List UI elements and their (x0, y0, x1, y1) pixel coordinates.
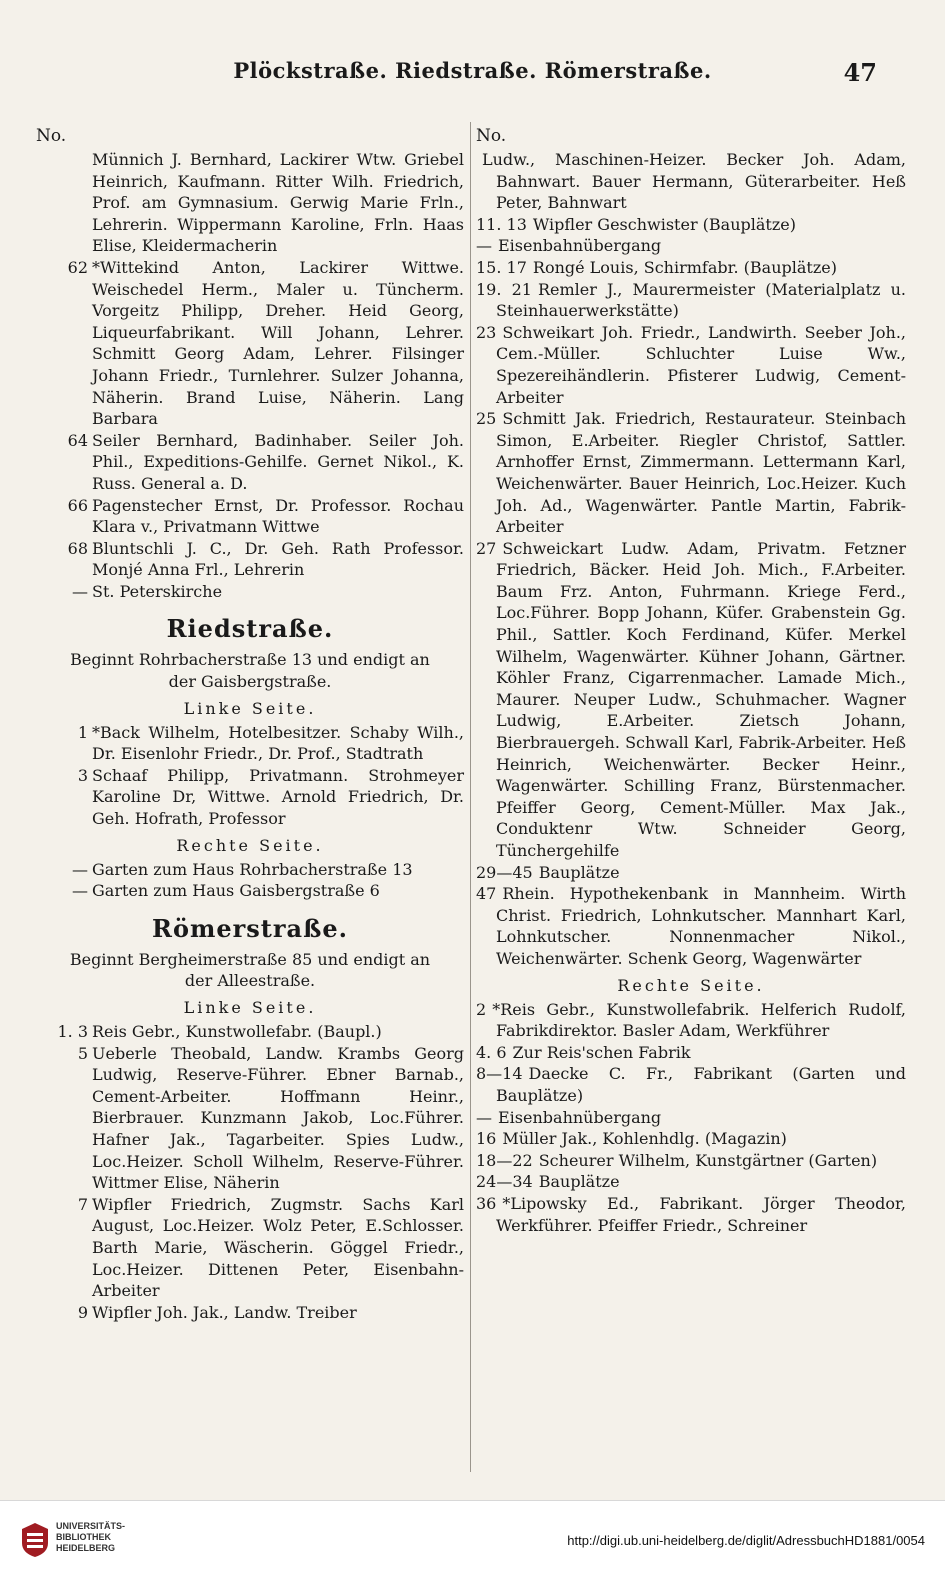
house-number: 5 (77, 1043, 88, 1063)
residents-text: Schweikart Joh. Friedr., Landwirth. Seeber Joh., Cem.-Müller. Schluchter Luise Ww., Spezereihändlerin. Pfisterer Ludwig, Cement-Arbeiter (496, 322, 906, 407)
residents-text: *Lipowsky Ed., Fabrikant. Jörger Theodor, Werkführer. Pfeiffer Friedr., Schreiner (496, 1193, 906, 1235)
address-entry (476, 322, 906, 408)
address-entry (476, 1193, 906, 1236)
right-column (476, 125, 906, 1236)
address-entry (476, 1171, 906, 1193)
roemer-left-side-heading: Linke Seite. (183, 998, 317, 1017)
house-number: 27 (476, 538, 497, 558)
roemer-right-side-heading: Rechte Seite. (617, 975, 765, 995)
residents-text: Eisenbahnübergang (498, 236, 662, 256)
header-title: Plöckstraße. Riedstraße. Römerstraße. (233, 58, 712, 83)
house-number: 47 (476, 884, 497, 904)
address-entry (476, 883, 906, 969)
residents-text: Garten zum Haus Gaisbergstraße 6 (92, 881, 380, 901)
address-entry (476, 1128, 906, 1150)
house-number: 25 (476, 409, 497, 429)
house-number: 29—45 (476, 862, 533, 882)
library-name: UNIVERSITÄTS- BIBLIOTHEK HEIDELBERG (56, 1521, 126, 1553)
column-head-no-right: No. (476, 126, 507, 146)
house-number: 24—34 (476, 1172, 533, 1192)
roemer-description: Beginnt Bergheimerstraße 85 und endigt an der Alleestraße. (69, 949, 431, 991)
address-entry (476, 862, 906, 884)
house-number: — (476, 236, 492, 256)
house-number: 18—22 (476, 1150, 533, 1170)
residents-text: Scheurer Wilhelm, Kunstgärtner (Garten) (538, 1150, 878, 1170)
address-entry (36, 581, 464, 603)
house-number: 16 (476, 1129, 497, 1149)
address-entry (36, 495, 464, 538)
address-entry (476, 999, 906, 1042)
address-entry (36, 538, 464, 581)
residents-text: Schaaf Philipp, Privatmann. Strohmeyer Karoline Dr, Wittwe. Arnold Friedrich, Dr. Geh. Hofrath, Professor (92, 765, 464, 829)
residents-text: Ludw., Maschinen-Heizer. Becker Joh. Adam, Bahnwart. Bauer Hermann, Güterarbeiter. Heß Peter, Bahnwart (482, 150, 906, 213)
house-number: 8—14 (476, 1064, 523, 1084)
address-entry (476, 257, 906, 279)
residents-text: *Back Wilhelm, Hotelbesitzer. Schaby Wilh., Dr. Eisenlohr Friedr., Dr. Prof., Stadtrath (92, 722, 464, 764)
house-number: — (72, 581, 88, 601)
address-entry (476, 279, 906, 322)
column-divider (470, 122, 471, 1472)
house-number: 19. 21 (476, 279, 532, 299)
residents-text: Müller Jak., Kohlenhdlg. (Magazin) (502, 1129, 787, 1149)
house-number: — (72, 859, 88, 879)
residents-text: Rongé Louis, Schirmfabr. (Bauplätze) (532, 257, 837, 277)
house-number: 1 (77, 722, 88, 742)
page-number: 47 (843, 58, 877, 87)
house-number: 1. 3 (57, 1022, 88, 1041)
address-entry (36, 257, 464, 430)
address-entry (476, 538, 906, 862)
residents-text: Eisenbahnübergang (498, 1107, 662, 1127)
address-entry (36, 1043, 464, 1194)
house-number: 7 (77, 1194, 88, 1214)
house-number: 2 (476, 999, 487, 1019)
left-column (36, 125, 464, 1323)
plock-entries (36, 149, 464, 602)
house-number: 15. 17 (476, 257, 527, 277)
house-number: 36 (476, 1193, 497, 1213)
house-number: — (72, 881, 88, 901)
permalink-url[interactable]: http://digi.ub.uni-heidelberg.de/diglit/AdressbuchHD1881/0054 (567, 1533, 925, 1548)
residents-text: Rhein. Hypothekenbank in Mannheim. Wirth Christ. Friedrich, Lohnkutscher. Mannhart Karl, Lohnkutscher. Nonnenmacher Nikol., Weichenwärter. Schenk Georg, Wagenwärter (496, 884, 906, 968)
house-number: 4. 6 (476, 1042, 507, 1062)
house-number: 9 (77, 1302, 88, 1322)
address-entry (36, 859, 464, 881)
house-number: 64 (67, 430, 88, 450)
house-number: 11. 13 (476, 214, 527, 234)
footer-bar (0, 1500, 945, 1581)
residents-text: Wipfler Geschwister (Bauplätze) (532, 214, 796, 234)
ried-description: Beginnt Rohrbacherstraße 13 und endigt an der Gaisbergstraße. (70, 650, 430, 692)
residents-text: Schweickart Ludw. Adam, Privatm. Fetzner Friedrich, Bäcker. Heid Joh. Mich., F.Arbeiter. Baum Frz. Anton, Fuhrmann. Kriege Ferd., Loc.Führer. Bopp Johann, Küfer. Grabenstein Gg. Phil., Sattler. Koch Ferdinand, Küfer. Merkel Wilhelm, Wagenwärter. Kühner Johann, Gärtner. Köhler Franz, Cigarrenmacher. Lamade Mich., Maurer. Neuper Ludw., Schuhmacher. Wagner Ludwig, E.Arbeiter. Zietsch Johann, Bierbrauergeh. Schwall Karl, Fabrik-Arbeiter. Heß Heinrich, Weichenwärter. Becker Heinr., Wagenwärter. Schilling Franz, Bürstenmacher. Pfeiffer Georg, Cement-Müller. Max Jak., Conduktenr Wtw. Schneider Georg, Tünchergehilfe (496, 538, 906, 860)
residents-text: Wipfler Friedrich, Zugmstr. Sachs Karl August, Loc.Heizer. Wolz Peter, E.Schlosser. Barth Marie, Wäscherin. Göggel Friedr., Loc.Heizer. Dittenen Peter, Eisenbahn-Arbeiter (92, 1194, 464, 1301)
house-number: 3 (77, 765, 88, 785)
residents-text: Seiler Bernhard, Badinhaber. Seiler Joh. Phil., Expeditions-Gehilfe. Gernet Nikol., K. Russ. General a. D. (92, 430, 464, 493)
address-entry (36, 1021, 464, 1043)
residents-text: Bauplätze (538, 862, 620, 882)
address-entry (476, 214, 906, 236)
residents-text: Münnich J. Bernhard, Lackirer Wtw. Griebel Heinrich, Kaufmann. Ritter Wilh. Friedrich, Prof. am Gymnasium. Gerwig Marie Frln., Lehrerin. Wippermann Karoline, Frln. Haas Elise, Kleidermacherin (92, 150, 464, 256)
ried-right-entries (36, 859, 464, 902)
house-number: 62 (67, 257, 88, 277)
address-entry (36, 722, 464, 765)
house-number: 66 (67, 495, 88, 515)
residents-text: Zur Reis'schen Fabrik (512, 1042, 691, 1062)
residents-text: Bluntschli J. C., Dr. Geh. Rath Professor. Monjé Anna Frl., Lehrerin (92, 538, 464, 580)
residents-text: Reis Gebr., Kunstwollefabr. (Baupl.) (92, 1022, 382, 1041)
address-entry (476, 1063, 906, 1106)
house-number: 68 (67, 538, 88, 558)
house-number: 23 (476, 322, 497, 342)
residents-text: Ueberle Theobald, Landw. Krambs Georg Ludwig, Reserve-Führer. Ebner Barnab., Cement-Arbeiter. Hoffmann Heinr., Bierbrauer. Kunzmann Jakob, Loc.Führer. Hafner Jak., Tagarbeiter. Spies Ludw., Loc.Heizer. Scholl Wilhelm, Reserve-Führer. Wittmer Elise, Näherin (92, 1043, 464, 1193)
residents-text: Bauplätze (538, 1172, 620, 1192)
ried-right-side-heading: Rechte Seite. (176, 835, 324, 855)
address-entry (36, 880, 464, 902)
ried-left-entries (36, 722, 464, 830)
running-header (40, 58, 905, 98)
residents-text: St. Peterskirche (92, 581, 223, 601)
residents-text: Schmitt Jak. Friedrich, Restaurateur. Steinbach Simon, E.Arbeiter. Riegler Christof, Sattler. Arnhoffer Ernst, Zimmermann. Lettermann Karl, Weichenwärter. Bauer Heinrich, Loc.Heizer. Kuch Joh. Ad., Wagenwärter. Pantle Martin, Fabrik-Arbeiter (496, 409, 906, 537)
ried-title: Riedstraße. (166, 614, 334, 644)
residents-text: *Reis Gebr., Kunstwollefabrik. Helferich Rudolf, Fabrikdirektor. Basler Adam, Werkführer (492, 999, 906, 1041)
residents-text: *Wittekind Anton, Lackirer Wittwe. Weischedel Herm., Maler u. Tüncherm. Vorgeitz Philipp, Dreher. Heid Georg, Liqueurfabrikant. Will Johann, Lehrer. Schmitt Georg Adam, Lehrer. Filsinger Johann Friedr., Turnlehrer. Sulzer Johanna, Näherin. Brand Luise, Näherin. Lang Barbara (92, 257, 464, 429)
library-logo[interactable] (20, 1519, 130, 1563)
residents-text: Daecke C. Fr., Fabrikant (Garten und Bauplätze) (496, 1064, 906, 1105)
library-seal-icon (20, 1521, 50, 1559)
address-entry (476, 1150, 906, 1172)
address-entry (36, 1194, 464, 1302)
ried-left-side-heading: Linke Seite. (183, 698, 317, 718)
address-entry (36, 765, 464, 830)
address-entry (36, 1302, 464, 1324)
roemer-left-continued-entries (476, 149, 906, 970)
roemer-right-entries (476, 999, 906, 1237)
residents-text: Remler J., Maurermeister (Materialplatz u. Steinhauerwerkstätte) (496, 279, 907, 321)
address-entry (476, 235, 906, 257)
address-entry (36, 149, 464, 257)
house-number: — (476, 1107, 492, 1127)
address-entry (476, 408, 906, 538)
address-entry (476, 149, 906, 214)
column-head-no: No. (36, 126, 67, 146)
roemer-left-entries (36, 1021, 464, 1323)
address-entry (476, 1042, 906, 1064)
address-entry (36, 430, 464, 495)
residents-text: Pagenstecher Ernst, Dr. Professor. Rochau Klara v., Privatmann Wittwe (92, 495, 464, 537)
address-entry (476, 1107, 906, 1129)
roemer-title: Römerstraße. (152, 913, 348, 943)
residents-text: Garten zum Haus Rohrbacherstraße 13 (92, 859, 413, 879)
residents-text: Wipfler Joh. Jak., Landw. Treiber (92, 1302, 357, 1322)
